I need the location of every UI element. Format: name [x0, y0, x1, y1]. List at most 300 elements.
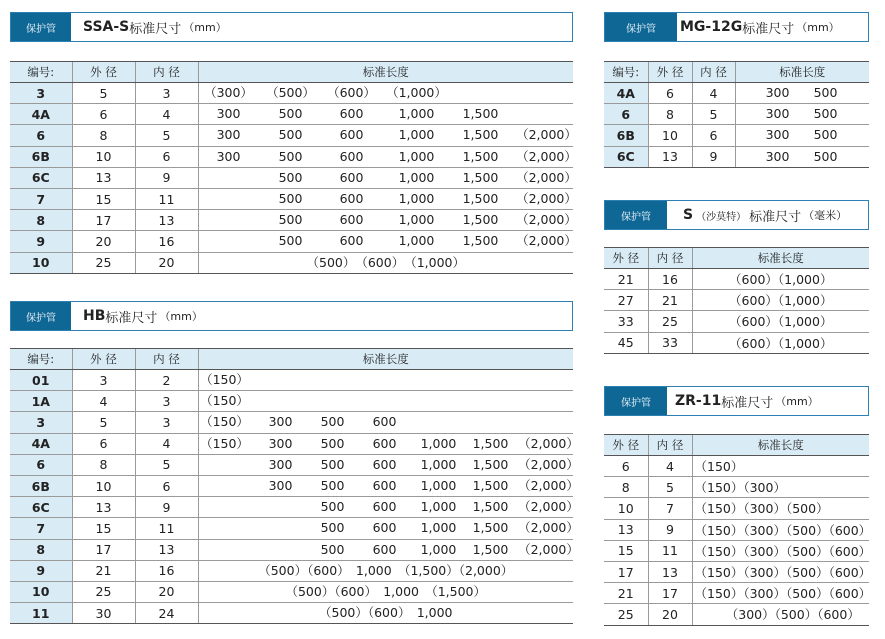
table-row	[604, 604, 869, 625]
length-value: 500	[320, 499, 345, 515]
length-value: 1,000	[398, 127, 435, 143]
length-value: 1,500	[472, 520, 509, 536]
row-standard-lengths: （150）（300）（500）	[692, 498, 869, 519]
row-inner-diameter: 9	[648, 519, 692, 540]
row-code: 10	[10, 581, 72, 602]
s-title-main: S	[683, 207, 694, 223]
row-standard-lengths: （150）（300）	[692, 477, 869, 498]
length-value: 600	[372, 477, 397, 493]
length-value: 300	[268, 477, 293, 493]
row-inner-diameter: 11	[135, 188, 198, 209]
row-outer-diameter: 21	[604, 269, 648, 290]
row-code: 7	[10, 518, 72, 539]
length-value: 600	[372, 414, 397, 430]
s-title-rest: 标准尺寸	[749, 209, 802, 225]
length-value: 500	[278, 212, 303, 228]
row-code: 9	[10, 231, 72, 252]
row-outer-diameter: 20	[72, 231, 135, 252]
table-row	[604, 332, 869, 353]
col-header-code: 编号:	[10, 62, 72, 83]
length-value: 500	[813, 127, 838, 143]
row-standard-lengths	[198, 252, 573, 273]
length-value: 1,000	[398, 233, 435, 249]
length-value: （150）	[200, 393, 249, 409]
row-inner-diameter: 4	[135, 433, 198, 454]
row-outer-diameter: 6	[72, 104, 135, 125]
length-value: 600	[372, 541, 397, 557]
length-value: 600	[372, 435, 397, 451]
row-inner-diameter: 16	[135, 231, 198, 252]
col-header-length: 标准长度	[692, 248, 869, 269]
zr-title-main: ZR-11	[675, 393, 722, 409]
row-code: 11	[10, 603, 72, 624]
table-row	[10, 370, 573, 391]
col-header-id: 内 径	[648, 435, 692, 456]
row-inner-diameter: 2	[135, 370, 198, 391]
length-value: 1,000	[420, 499, 457, 515]
length-value: 300	[765, 85, 790, 100]
length-value: （600）	[327, 85, 376, 100]
row-code: 9	[10, 560, 72, 581]
row-outer-diameter: 8	[72, 454, 135, 475]
length-value: 500	[278, 233, 303, 249]
table-row	[604, 561, 869, 582]
length-value: 1,500	[462, 169, 499, 185]
length-value: 300	[765, 106, 790, 122]
row-inner-diameter: 17	[648, 583, 692, 604]
row-standard-lengths	[735, 83, 869, 104]
table-row	[604, 83, 869, 104]
row-outer-diameter: 13	[604, 519, 648, 540]
mg-table	[604, 61, 869, 168]
table-row	[10, 146, 573, 167]
length-value: 1,000	[398, 190, 435, 206]
zr-table	[604, 434, 872, 626]
row-outer-diameter: 10	[648, 125, 692, 146]
table-row	[10, 581, 573, 602]
length-value: 500	[278, 127, 303, 143]
row-standard-lengths	[198, 603, 573, 624]
s-title-sub: （沙莫特）	[696, 211, 747, 223]
length-value: （2,000）	[516, 190, 577, 206]
row-inner-diameter: 16	[648, 269, 692, 290]
mg-badge: 保护管	[605, 13, 677, 41]
length-value: （2,000）	[518, 541, 579, 557]
length-value: 500	[278, 106, 303, 122]
length-value: （2,000）	[518, 456, 579, 472]
row-standard-lengths	[198, 581, 573, 602]
hb-title-main: HB	[83, 308, 106, 324]
row-standard-lengths	[735, 104, 869, 125]
row-standard-lengths: （150）（300）（500）（600）	[692, 540, 869, 561]
row-standard-lengths: （300）（500）（600）	[692, 604, 869, 625]
col-header-od: 外 径	[72, 62, 135, 83]
length-value: 1,000	[420, 520, 457, 536]
row-inner-diameter: 5	[648, 477, 692, 498]
length-value: 1,000	[420, 456, 457, 472]
row-outer-diameter: 15	[604, 540, 648, 561]
col-header-length: 标准长度	[198, 62, 573, 83]
row-standard-lengths: （150）（300）（500）（600）	[692, 583, 869, 604]
row-outer-diameter: 4	[72, 391, 135, 412]
row-inner-diameter: 11	[648, 540, 692, 561]
length-value: 500	[320, 414, 345, 430]
row-standard-lengths	[735, 146, 869, 167]
row-standard-lengths: （150）（300）（500）（600）	[692, 519, 869, 540]
length-value: （500）	[266, 85, 315, 100]
length-value: 1,000	[398, 106, 435, 122]
length-value: 1,000	[420, 477, 457, 493]
length-value: （2,000）	[518, 520, 579, 536]
row-outer-diameter: 17	[72, 210, 135, 231]
row-outer-diameter: 25	[604, 604, 648, 625]
length-value: 500	[320, 477, 345, 493]
table-row	[10, 167, 573, 188]
length-value: 1,500	[462, 148, 499, 164]
table-row	[604, 456, 869, 477]
ssa-title-unit: （mm）	[183, 21, 227, 34]
zr-title	[675, 387, 819, 415]
row-code: 01	[10, 370, 72, 391]
table-row	[10, 433, 573, 454]
hb-badge: 保护管	[11, 302, 71, 330]
table-row	[10, 210, 573, 231]
length-value: 500	[320, 456, 345, 472]
s-table	[604, 247, 869, 354]
row-outer-diameter: 45	[604, 332, 648, 353]
row-inner-diameter: 11	[135, 518, 198, 539]
col-header-id: 内 径	[692, 62, 735, 83]
row-outer-diameter: 5	[72, 83, 135, 104]
row-standard-lengths	[198, 125, 577, 146]
row-outer-diameter: 10	[604, 498, 648, 519]
row-outer-diameter: 6	[604, 456, 648, 477]
row-inner-diameter: 7	[648, 498, 692, 519]
table-row	[10, 497, 573, 518]
row-code: 6B	[604, 125, 648, 146]
row-code: 4A	[604, 83, 648, 104]
table-row	[604, 583, 869, 604]
col-header-id: 内 径	[135, 349, 198, 370]
length-values: （500）（600） 1,000 （1,500）（2,000）	[258, 562, 514, 578]
row-standard-lengths	[198, 83, 573, 104]
row-outer-diameter: 15	[72, 518, 135, 539]
table-row	[604, 146, 869, 167]
row-inner-diameter: 24	[135, 603, 198, 624]
length-value: 600	[339, 169, 364, 185]
row-inner-diameter: 20	[648, 604, 692, 625]
row-inner-diameter: 3	[135, 391, 198, 412]
row-outer-diameter: 17	[604, 561, 648, 582]
length-value: 600	[339, 190, 364, 206]
table-row	[604, 477, 869, 498]
length-values: （500） （600） （1,000）	[306, 254, 466, 270]
row-standard-lengths	[198, 412, 573, 433]
length-value: 300	[216, 148, 241, 164]
row-standard-lengths	[198, 231, 577, 252]
length-value: （2,000）	[516, 127, 577, 143]
table-row	[10, 125, 573, 146]
s-header	[604, 200, 869, 230]
ssa-title-rest: 标准尺寸	[129, 21, 182, 37]
row-inner-diameter: 20	[135, 581, 198, 602]
length-value: 1,500	[472, 456, 509, 472]
row-standard-lengths	[198, 146, 577, 167]
row-inner-diameter: 33	[648, 332, 692, 353]
length-value: 1,500	[472, 435, 509, 451]
table-row	[604, 269, 869, 290]
row-standard-lengths	[198, 188, 577, 209]
table-row	[10, 188, 573, 209]
table-row	[10, 560, 573, 581]
hb-title	[83, 302, 203, 330]
row-standard-lengths: （150）	[692, 456, 869, 477]
col-header-od: 外 径	[604, 435, 648, 456]
length-value: 500	[320, 541, 345, 557]
row-inner-diameter: 9	[692, 146, 735, 167]
length-value: 500	[278, 169, 303, 185]
length-value: 300	[268, 414, 293, 430]
length-value: 1,500	[472, 541, 509, 557]
length-values: （500）（600） 1,000 （1,500）	[285, 583, 487, 599]
row-inner-diameter: 13	[135, 210, 198, 231]
length-value: 600	[339, 106, 364, 122]
row-code: 8	[10, 210, 72, 231]
row-inner-diameter: 3	[135, 83, 198, 104]
row-inner-diameter: 6	[135, 475, 198, 496]
hb-header	[10, 301, 573, 331]
length-value: 600	[372, 499, 397, 515]
row-inner-diameter: 13	[135, 539, 198, 560]
table-row	[604, 311, 869, 332]
s-badge: 保护管	[605, 201, 667, 229]
length-value: （2,000）	[516, 233, 577, 249]
row-standard-lengths	[198, 560, 573, 581]
col-header-length: 标准长度	[735, 62, 869, 83]
length-value: （2,000）	[518, 499, 579, 515]
col-header-od: 外 径	[648, 62, 692, 83]
length-value: （2,000）	[516, 169, 577, 185]
row-code: 3	[10, 83, 72, 104]
table-row	[10, 475, 573, 496]
length-value: 600	[339, 127, 364, 143]
length-value: 600	[372, 456, 397, 472]
row-outer-diameter: 13	[72, 167, 135, 188]
row-inner-diameter: 13	[648, 561, 692, 582]
length-value: 1,500	[462, 212, 499, 228]
row-inner-diameter: 6	[135, 146, 198, 167]
mg-title	[680, 13, 840, 41]
row-inner-diameter: 16	[135, 560, 198, 581]
row-standard-lengths	[198, 433, 579, 454]
length-value: 1,500	[472, 477, 509, 493]
row-standard-lengths	[198, 104, 573, 125]
row-standard-lengths	[198, 497, 579, 518]
length-value: 1,500	[462, 127, 499, 143]
length-value: 300	[216, 127, 241, 143]
row-inner-diameter: 3	[135, 412, 198, 433]
col-header-length: 标准长度	[198, 349, 573, 370]
row-outer-diameter: 8	[648, 104, 692, 125]
row-code: 4A	[10, 104, 72, 125]
zr-title-rest: 标准尺寸	[721, 395, 774, 411]
col-header-id: 内 径	[648, 248, 692, 269]
row-outer-diameter: 3	[72, 370, 135, 391]
zr-badge: 保护管	[605, 387, 667, 415]
row-outer-diameter: 6	[72, 433, 135, 454]
length-value: 500	[813, 148, 838, 164]
row-code: 6B	[10, 475, 72, 496]
row-code: 10	[10, 252, 72, 273]
mg-title-unit: （mm）	[796, 21, 840, 34]
length-value: （150）	[200, 414, 249, 430]
row-outer-diameter: 33	[604, 311, 648, 332]
row-standard-lengths	[198, 370, 573, 391]
row-inner-diameter: 5	[692, 104, 735, 125]
row-outer-diameter: 25	[72, 252, 135, 273]
row-standard-lengths: （600）（1,000）	[692, 311, 869, 332]
mg-title-rest: 标准尺寸	[742, 21, 795, 37]
length-value: 300	[268, 435, 293, 451]
row-code: 4A	[10, 433, 72, 454]
length-value: 1,500	[462, 190, 499, 206]
row-standard-lengths	[198, 167, 577, 188]
row-outer-diameter: 6	[648, 83, 692, 104]
row-code: 3	[10, 412, 72, 433]
row-code: 8	[10, 539, 72, 560]
table-row	[10, 412, 573, 433]
length-value: （2,000）	[516, 148, 577, 164]
length-value: 600	[339, 233, 364, 249]
mg-header	[604, 12, 869, 42]
row-outer-diameter: 8	[604, 477, 648, 498]
row-outer-diameter: 15	[72, 188, 135, 209]
row-outer-diameter: 21	[604, 583, 648, 604]
row-inner-diameter: 4	[648, 456, 692, 477]
row-outer-diameter: 5	[72, 412, 135, 433]
row-code: 6C	[10, 497, 72, 518]
ssa-table	[10, 61, 577, 274]
ssa-badge: 保护管	[11, 13, 71, 41]
table-row	[10, 518, 573, 539]
row-outer-diameter: 21	[72, 560, 135, 581]
col-header-length: 标准长度	[692, 435, 869, 456]
row-outer-diameter: 17	[72, 539, 135, 560]
length-value: 300	[765, 127, 790, 143]
col-header-od: 外 径	[604, 248, 648, 269]
ssa-title-main: SSA-S	[83, 19, 130, 35]
row-code: 6C	[604, 146, 648, 167]
row-standard-lengths: （600）（1,000）	[692, 332, 869, 353]
table-row	[604, 540, 869, 561]
length-value: （150）	[200, 372, 249, 387]
length-value: （2,000）	[518, 477, 579, 493]
table-row	[10, 231, 573, 252]
row-inner-diameter: 9	[135, 497, 198, 518]
row-standard-lengths	[198, 539, 579, 560]
length-value: 300	[268, 456, 293, 472]
length-value: （1,000）	[386, 85, 447, 100]
length-value: （2,000）	[516, 212, 577, 228]
row-outer-diameter: 13	[648, 146, 692, 167]
table-row	[10, 391, 573, 412]
length-value: 300	[765, 148, 790, 164]
mg-title-main: MG-12G	[680, 19, 743, 35]
row-inner-diameter: 4	[135, 104, 198, 125]
s-title	[683, 201, 847, 229]
hb-title-unit: （mm）	[159, 310, 203, 323]
col-header-od: 外 径	[72, 349, 135, 370]
length-value: 1,500	[462, 233, 499, 249]
col-header-code: 编号:	[604, 62, 648, 83]
row-standard-lengths	[198, 391, 573, 412]
ssa-title	[83, 13, 227, 41]
length-value: 1,500	[472, 499, 509, 515]
length-value: 1,000	[398, 148, 435, 164]
hb-table	[10, 348, 579, 624]
row-inner-diameter: 5	[135, 454, 198, 475]
col-header-code: 编号:	[10, 349, 72, 370]
row-outer-diameter: 8	[72, 125, 135, 146]
length-value: 1,000	[420, 541, 457, 557]
length-value: 1,000	[398, 169, 435, 185]
row-standard-lengths: （600）（1,000）	[692, 269, 869, 290]
row-inner-diameter: 25	[648, 311, 692, 332]
table-row	[604, 519, 869, 540]
row-inner-diameter: 20	[135, 252, 198, 273]
length-value: （2,000）	[518, 435, 579, 451]
length-value: 600	[339, 148, 364, 164]
row-code: 6	[10, 454, 72, 475]
table-row	[10, 83, 573, 104]
row-standard-lengths	[198, 475, 579, 496]
length-value: 600	[339, 212, 364, 228]
row-standard-lengths: （150）（300）（500）（600）	[692, 561, 869, 582]
row-outer-diameter: 10	[72, 146, 135, 167]
row-outer-diameter: 27	[604, 290, 648, 311]
ssa-header	[10, 12, 573, 42]
row-standard-lengths	[198, 454, 579, 475]
row-code: 1A	[10, 391, 72, 412]
table-row	[604, 104, 869, 125]
row-inner-diameter: 6	[692, 125, 735, 146]
length-value: （300）	[204, 85, 253, 100]
hb-title-rest: 标准尺寸	[105, 310, 158, 326]
row-code: 7	[10, 188, 72, 209]
length-value: 300	[216, 106, 241, 122]
length-values: （500）（600） 1,000	[318, 605, 453, 621]
table-row	[604, 498, 869, 519]
row-outer-diameter: 30	[72, 603, 135, 624]
row-outer-diameter: 13	[72, 497, 135, 518]
table-row	[604, 290, 869, 311]
row-code: 6C	[10, 167, 72, 188]
row-standard-lengths: （600）（1,000）	[692, 290, 869, 311]
table-row	[10, 539, 573, 560]
table-row	[10, 104, 573, 125]
row-standard-lengths	[735, 125, 869, 146]
row-standard-lengths	[198, 210, 577, 231]
length-value: 500	[320, 520, 345, 536]
length-value: 600	[372, 520, 397, 536]
row-outer-diameter: 10	[72, 475, 135, 496]
row-outer-diameter: 25	[72, 581, 135, 602]
length-value: 500	[813, 85, 838, 100]
s-title-unit: （毫米）	[803, 209, 848, 222]
table-row	[10, 454, 573, 475]
length-value: 1,000	[398, 212, 435, 228]
zr-title-unit: （mm）	[775, 395, 819, 408]
